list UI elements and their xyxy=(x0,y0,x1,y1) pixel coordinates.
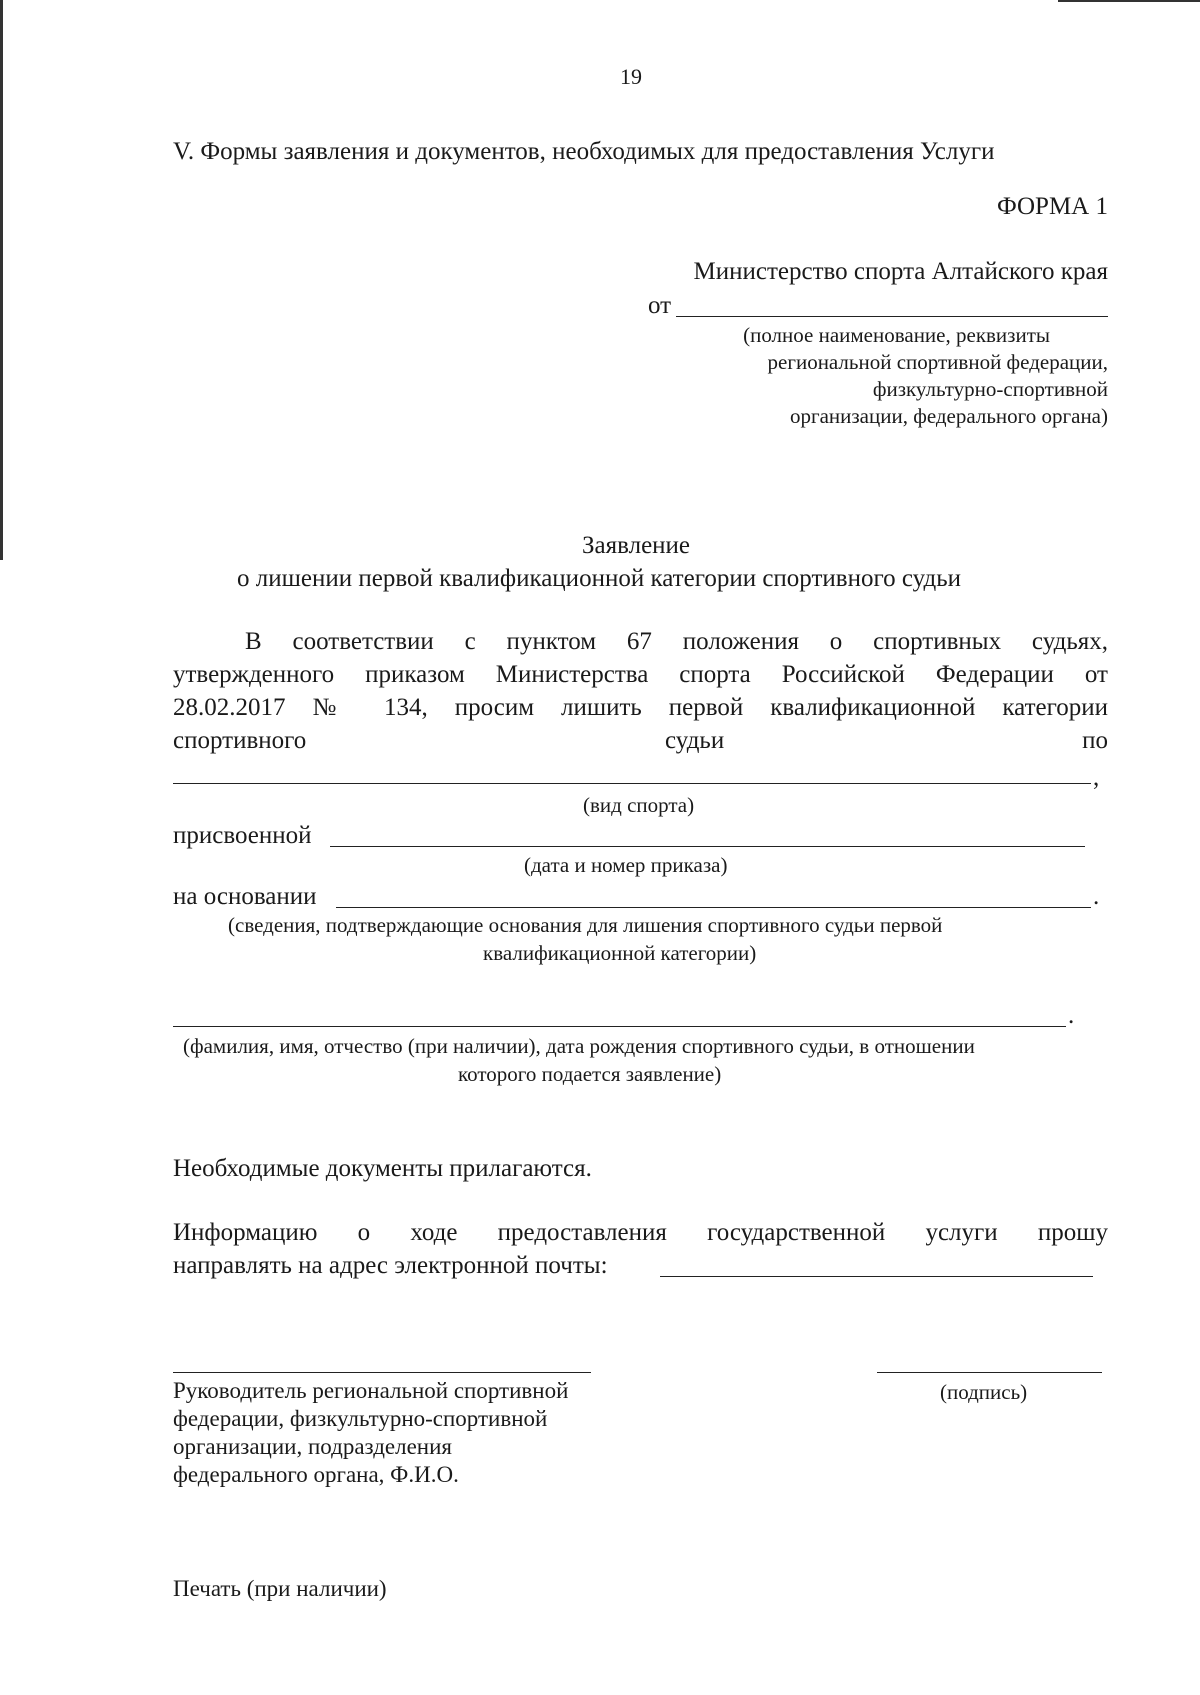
addressee-ministry: Министерство спорта Алтайского края xyxy=(693,258,1108,285)
body-word-sport: спортивного xyxy=(173,727,307,754)
sport-hint: (вид спорта) xyxy=(583,793,695,817)
form-label: ФОРМА 1 xyxy=(996,193,1108,220)
person-hint-1: (фамилия, имя, отчество (при наличии), дата рождения спортивного судьи, в отношении xyxy=(183,1034,975,1058)
stamp-label: Печать (при наличии) xyxy=(173,1576,387,1601)
body-word-by: по xyxy=(1082,727,1108,754)
email-line-2: направлять на адрес электронной почты: xyxy=(173,1252,608,1279)
basis-hint-2: квалификационной категории) xyxy=(483,941,757,965)
signatory-name-line[interactable] xyxy=(173,1372,591,1373)
basis-field[interactable] xyxy=(336,907,1091,908)
person-hint-2: которого подается заявление) xyxy=(458,1062,722,1086)
body-word-judge: судьи xyxy=(665,727,725,754)
sport-field-comma: , xyxy=(1093,764,1100,791)
scan-edge-left xyxy=(0,0,3,560)
signatory-line-4: федерального органа, Ф.И.О. xyxy=(173,1462,459,1487)
signature-label: (подпись) xyxy=(940,1380,1028,1404)
addressee-hint-2: региональной спортивной федерации, xyxy=(767,350,1108,374)
signatory-line-1: Руководитель региональной спортивной xyxy=(173,1378,569,1403)
addressee-from-field[interactable] xyxy=(676,316,1108,317)
addressee-hint-3: физкультурно-спортивной xyxy=(872,377,1108,401)
basis-field-period: . xyxy=(1093,883,1100,910)
signatory-line-3: организации, подразделения xyxy=(173,1434,452,1459)
assigned-order-field[interactable] xyxy=(330,846,1085,847)
email-line-1: Информацию о ходе предоставления государственной услуги прошу xyxy=(173,1219,1108,1246)
email-field[interactable] xyxy=(660,1276,1093,1277)
section-title: V. Формы заявления и документов, необходимых для предоставления Услуги xyxy=(173,138,995,165)
statement-title: Заявление xyxy=(582,532,691,559)
addressee-from-label: от xyxy=(648,292,672,319)
person-field-period: . xyxy=(1068,1002,1075,1029)
signatory-line-2: федерации, физкультурно-спортивной xyxy=(173,1406,548,1431)
signature-line[interactable] xyxy=(877,1372,1102,1373)
addressee-hint-1: (полное наименование, реквизиты xyxy=(743,323,1050,347)
page-number: 19 xyxy=(620,64,642,89)
sport-field[interactable] xyxy=(173,783,1091,784)
body-line-2: утвержденного приказом Министерства спорта Российской Федерации от xyxy=(173,661,1108,688)
documents-attached: Необходимые документы прилагаются. xyxy=(173,1155,592,1182)
body-line-1: В соответствии с пунктом 67 положения о спортивных судьях, xyxy=(245,628,1108,655)
body-line-3: 28.02.2017 № 134, просим лишить первой квалификационной категории xyxy=(173,694,1108,721)
basis-label: на основании xyxy=(173,883,317,910)
order-hint: (дата и номер приказа) xyxy=(524,853,728,877)
statement-subtitle: о лишении первой квалификационной категории спортивного судьи xyxy=(237,565,962,592)
scan-edge-top xyxy=(1058,0,1200,2)
person-field[interactable] xyxy=(173,1026,1066,1027)
assigned-label: присвоенной xyxy=(173,822,312,849)
addressee-hint-4: организации, федерального органа) xyxy=(789,404,1108,428)
basis-hint-1: (сведения, подтверждающие основания для лишения спортивного судьи первой xyxy=(228,913,943,937)
